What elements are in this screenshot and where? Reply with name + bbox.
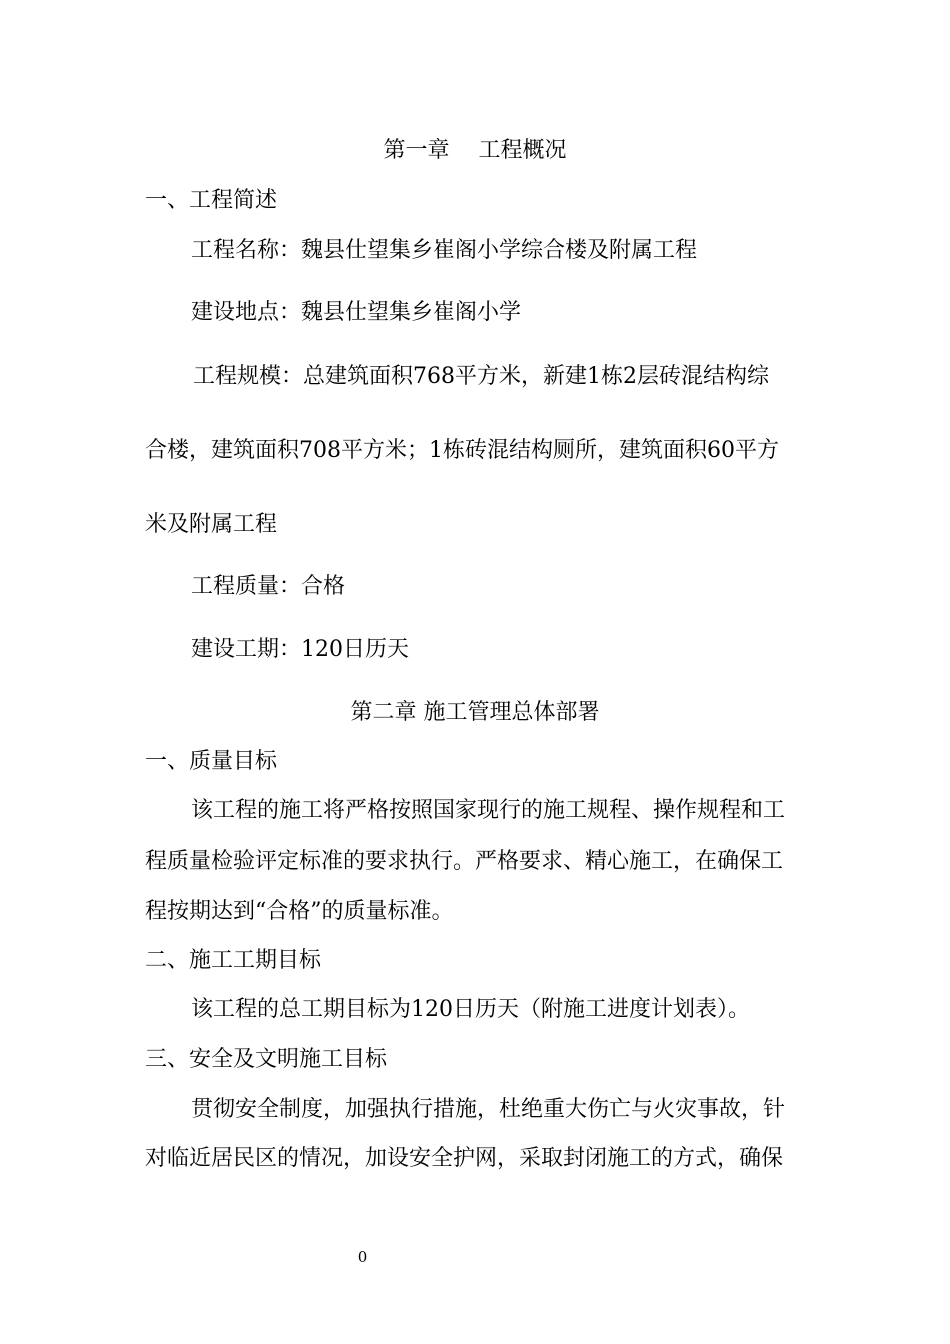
section-heading-quality-goal: 一、质量目标 xyxy=(145,749,278,774)
safety-goal-line-2: 对临近居民区的情况，加设安全护网，采取封闭施工的方式，确保 xyxy=(145,1146,784,1171)
section-heading-schedule-goal: 二、施工工期目标 xyxy=(145,948,322,973)
section-heading-overview: 一、工程简述 xyxy=(145,188,278,213)
project-name: 工程名称：魏县仕望集乡崔阁小学综合楼及附属工程 xyxy=(191,238,698,263)
chapter2-title: 第二章 施工管理总体部署 xyxy=(350,700,600,725)
project-period: 建设工期：120日历天 xyxy=(191,637,409,662)
project-scale-line-1: 工程规模：总建筑面积768平方米，新建1栋2层砖混结构综 xyxy=(193,364,769,389)
safety-goal-line-1: 贯彻安全制度，加强执行措施，杜绝重大伤亡与火灾事故，针 xyxy=(191,1097,786,1122)
quality-goal-line-2: 程质量检验评定标准的要求执行。严格要求、精心施工，在确保工 xyxy=(145,849,784,874)
chapter1-title: 第一章 工程概况 xyxy=(383,138,567,163)
project-scale-line-3: 米及附属工程 xyxy=(145,512,278,537)
project-quality: 工程质量：合格 xyxy=(191,574,346,599)
quality-goal-line-1: 该工程的施工将严格按照国家现行的施工规程、操作规程和工 xyxy=(191,798,786,823)
quality-goal-line-3: 程按期达到“合格”的质量标准。 xyxy=(145,899,454,924)
section-heading-safety-goal: 三、安全及文明施工目标 xyxy=(145,1047,388,1072)
project-scale-line-2: 合楼，建筑面积708平方米；1栋砖混结构厕所，建筑面积60平方 xyxy=(145,438,779,463)
page-number: 0 xyxy=(357,1248,368,1266)
schedule-goal-text: 该工程的总工期目标为120日历天（附施工进度计划表）。 xyxy=(191,997,750,1022)
project-location: 建设地点：魏县仕望集乡崔阁小学 xyxy=(191,300,522,325)
